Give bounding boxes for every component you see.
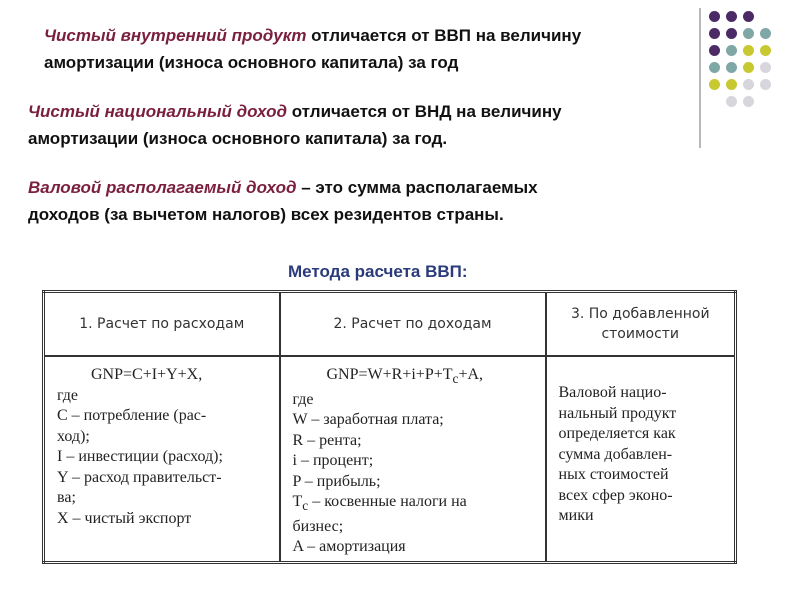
cell-line: бизнес;: [292, 517, 344, 535]
decor-dot: [726, 45, 737, 56]
cell-value-added: [546, 356, 736, 563]
cell-line: i – процент;: [292, 452, 374, 470]
cell-line: нальный продукт: [558, 404, 677, 422]
decor-dot: [743, 96, 754, 107]
cell-line: W – заработная плата;: [292, 411, 444, 429]
cell-line: ход);: [57, 427, 90, 445]
paragraph-net-national-income: [28, 98, 668, 152]
paragraph-text: – это сумма располагаемых: [296, 178, 538, 197]
formula-expenditure: GNP=C+I+Y+X,: [91, 366, 203, 383]
cell-income: [280, 356, 546, 563]
gdp-methods-table: [42, 290, 737, 564]
cell-line-indirect-taxes: $T_c$ – косвенные налоги на: [292, 493, 467, 514]
decor-dot: [726, 11, 737, 22]
decor-dot: [709, 11, 720, 22]
cell-line: Валовой нацио-: [558, 384, 667, 401]
paragraph-text: доходов (за вычетом налогов) всех резидентов страны.: [28, 205, 504, 224]
decor-dot: [726, 79, 737, 90]
cell-line: R – рента;: [292, 431, 362, 449]
header-line: стоимости: [601, 326, 680, 342]
header-income: 2. Расчет по доходам: [280, 292, 546, 357]
decor-dot: [743, 28, 754, 39]
paragraph-text: отличается от ВНД на величину: [286, 102, 562, 121]
cell-line: P – прибыль;: [292, 472, 381, 490]
decor-dot: [760, 28, 771, 39]
decor-dot: [760, 79, 771, 90]
cell-line: где: [57, 386, 79, 404]
cell-line: I – инвестиции (расход);: [57, 448, 223, 465]
cell-line: ных стоимостей: [558, 466, 669, 483]
cell-line: A – амортизация: [292, 538, 406, 556]
cell-line: где: [292, 390, 314, 408]
vertical-divider: [699, 8, 701, 148]
cell-line: X – чистый экспорт: [57, 509, 192, 527]
methods-title: Метода расчета ВВП:: [288, 262, 468, 281]
formula-income: $GNP=W+R+i+P+T_c+A$,: [326, 366, 484, 387]
paragraph-gross-disposable-income: [28, 174, 668, 228]
cell-line: всех сфер эконо-: [558, 486, 673, 504]
header-value-added: [546, 292, 736, 357]
paragraph-text: отличается от ВВП на величину: [306, 26, 582, 45]
term-net-national-income: Чистый национальный доход: [28, 102, 287, 121]
decor-dot: [709, 28, 720, 39]
decor-dot: [726, 96, 737, 107]
table-header-row: [44, 292, 736, 357]
header-line: 3. По добавленной: [570, 306, 710, 322]
decor-dot: [743, 11, 754, 22]
term-gross-disposable-income: Валовой располагаемый доход: [28, 178, 297, 197]
decor-dot: [709, 79, 720, 90]
cell-line: сумма добавлен-: [558, 445, 673, 463]
decor-dot: [743, 45, 754, 56]
header-expenditure: 1. Расчет по расходам: [44, 292, 280, 357]
decor-dot: [743, 79, 754, 90]
paragraph-text: амортизации (износа основного капитала) за год: [44, 53, 459, 72]
cell-line: мики: [558, 507, 594, 524]
term-net-domestic-product: Чистый внутренний продукт: [44, 26, 307, 45]
decor-dot: [726, 28, 737, 39]
decor-dot: [726, 62, 737, 73]
paragraph-text: амортизации (износа основного капитала) за год.: [28, 129, 448, 148]
cell-line: C – потребление (рас-: [57, 407, 207, 424]
cell-line: Y – расход правительст-: [57, 468, 222, 486]
decor-dot: [760, 62, 771, 73]
decor-dot: [760, 45, 771, 56]
table-row: [44, 356, 736, 563]
decor-dot: [743, 62, 754, 73]
cell-expenditure: [44, 356, 280, 563]
cell-line: определяется как: [558, 425, 676, 442]
cell-line: ва;: [57, 489, 76, 506]
decor-dot: [709, 45, 720, 56]
paragraph-net-domestic-product: [44, 22, 684, 76]
decor-dot: [709, 62, 720, 73]
